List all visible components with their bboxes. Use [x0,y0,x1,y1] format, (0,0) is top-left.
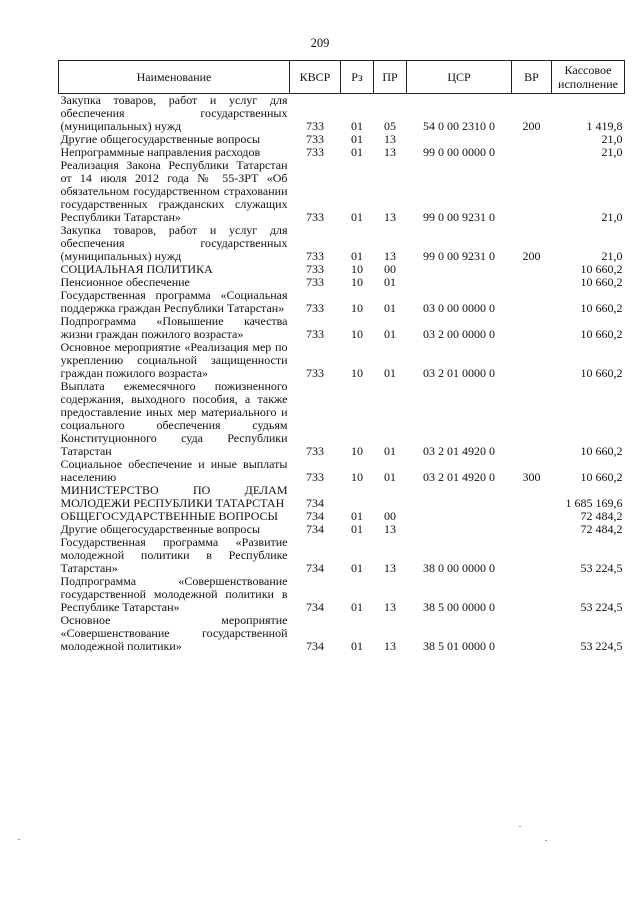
cell-name: Закупка товаров, работ и услуг для обеспечения государственных (муниципальных) нужд [60,223,288,263]
cell-csr: 99 0 00 0000 0 [423,145,495,159]
cell-name: Подпрограмма «Совершенствование государственной молодежной политики в Республике Татарстан» [60,574,288,614]
cell-vr [512,523,552,536]
table-header-row [59,61,625,94]
cell-sum: 10 660,2 [580,275,623,289]
cell-pr: 00 [384,262,396,276]
table-row [59,575,625,614]
cell-rz: 01 [351,210,363,224]
table-row [59,614,625,653]
cell-csr: 03 2 01 4920 0 [423,470,495,484]
cell-name: СОЦИАЛЬНАЯ ПОЛИТИКА [60,262,213,276]
cell-vr [512,289,552,315]
table-row [59,224,625,263]
cell-pr: 00 [384,509,396,523]
scan-speck [18,839,20,840]
header-sum: Кассовое исполнение [552,61,625,94]
cell-csr [407,263,512,276]
cell-sum: 1 685 169,6 [565,496,623,510]
page-number: 209 [310,36,330,50]
cell-csr: 03 2 01 0000 0 [423,366,495,380]
cell-name: Реализация Закона Республики Татарстан от 14 июля 2012 года № 55-ЗРТ «Об обязательном государственном страховании государственных гражданских служащих Республики Татарстан» [60,158,288,224]
cell-pr: 01 [384,275,396,289]
cell-csr [407,484,512,510]
cell-pr: 05 [384,119,396,133]
cell-rz: 01 [351,639,363,653]
cell-rz: 01 [351,119,363,133]
cell-csr: 38 5 01 0000 0 [423,639,495,653]
cell-name: Закупка товаров, работ и услуг для обеспечения государственных (муниципальных) нужд [60,93,288,133]
cell-pr: 01 [384,327,396,341]
table-row [59,536,625,575]
budget-table [58,60,625,653]
scan-speck [545,840,547,841]
cell-kvsr: 734 [306,600,324,614]
cell-sum: 10 660,2 [580,327,623,341]
cell-vr [512,263,552,276]
cell-sum: 1 419,8 [586,119,623,133]
cell-name: Другие общегосударственные вопросы [60,132,261,146]
cell-pr: 13 [384,145,396,159]
cell-sum: 21,0 [601,249,623,263]
cell-rz: 01 [351,600,363,614]
cell-pr: 13 [384,249,396,263]
cell-pr: 13 [384,561,396,575]
cell-vr [512,380,552,458]
cell-kvsr: 733 [306,249,324,263]
cell-csr: 03 0 00 0000 0 [423,301,495,315]
cell-vr: 200 [522,249,541,263]
cell-sum: 53 224,5 [580,600,623,614]
cell-rz [341,484,374,510]
cell-sum: 72 484,2 [580,509,623,523]
cell-vr [512,146,552,159]
table-row [59,289,625,315]
cell-csr [407,523,512,536]
cell-rz: 01 [351,561,363,575]
cell-kvsr: 733 [306,119,324,133]
cell-kvsr: 733 [306,301,324,315]
cell-csr: 38 0 00 0000 0 [423,561,495,575]
cell-pr: 13 [384,639,396,653]
cell-kvsr: 733 [306,275,324,289]
cell-vr [512,510,552,523]
cell-name: Пенсионное обеспечение [60,275,190,289]
cell-rz: 10 [351,444,363,458]
cell-name: Социальное обеспечение и иные выплаты населению [60,457,288,484]
cell-vr: 200 [522,119,541,133]
cell-pr: 01 [384,444,396,458]
cell-pr: 13 [384,600,396,614]
cell-vr [512,536,552,575]
table-row [59,380,625,458]
cell-csr: 03 2 00 0000 0 [423,327,495,341]
cell-name: Основное мероприятие «Реализация мер по укреплению социальной защищенности граждан пожилого возраста» [60,340,288,380]
cell-kvsr: 733 [306,470,324,484]
cell-name: Другие общегосударственные вопросы [60,522,261,536]
cell-name: Выплата ежемесячного пожизненного содержания, выходного пособия, а также предоставление иных мер материального и социального обеспечения судьям Конституционного суда Республики Татарстан [60,379,288,458]
cell-vr [512,159,552,224]
cell-vr [512,315,552,341]
cell-kvsr: 733 [306,366,324,380]
table-row [59,315,625,341]
cell-csr [407,510,512,523]
cell-vr: 300 [522,470,541,484]
cell-kvsr: 734 [306,522,324,536]
cell-rz: 10 [351,366,363,380]
cell-sum: 21,0 [601,145,623,159]
table-row [59,159,625,224]
cell-vr [512,484,552,510]
cell-sum: 21,0 [601,132,623,146]
cell-kvsr: 733 [306,444,324,458]
cell-rz: 10 [351,327,363,341]
cell-name: Государственная программа «Развитие молодежной политики в Республике Татарстан» [60,535,288,575]
cell-csr [407,276,512,289]
cell-csr: 38 5 00 0000 0 [423,600,495,614]
cell-sum: 21,0 [601,210,623,224]
cell-pr: 01 [384,470,396,484]
cell-rz: 01 [351,249,363,263]
cell-kvsr: 733 [306,262,324,276]
cell-csr: 99 0 00 9231 0 [423,249,495,263]
cell-rz: 01 [351,145,363,159]
cell-name: Подпрограмма «Повышение качества жизни граждан пожилого возраста» [60,314,288,341]
cell-csr: 54 0 00 2310 0 [423,119,495,133]
cell-kvsr: 733 [306,210,324,224]
table-row [59,341,625,380]
cell-sum: 53 224,5 [580,639,623,653]
cell-rz: 10 [351,262,363,276]
cell-vr [512,575,552,614]
cell-vr [512,614,552,653]
cell-rz: 10 [351,470,363,484]
scan-speck [519,826,521,827]
cell-pr [374,484,407,510]
cell-name: Непрограммные направления расходов [60,145,261,159]
cell-rz: 10 [351,275,363,289]
header-pr: ПР [374,61,407,94]
cell-name: Основное мероприятие «Совершенствование государственной молодежной политики» [60,613,288,653]
cell-sum: 53 224,5 [580,561,623,575]
cell-sum: 10 660,2 [580,366,623,380]
table-row [59,94,625,134]
cell-name: Государственная программа «Социальная поддержка граждан Республики Татарстан» [60,288,288,315]
cell-kvsr: 734 [306,639,324,653]
cell-rz: 01 [351,522,363,536]
header-rz: Рз [341,61,374,94]
cell-kvsr: 733 [306,145,324,159]
cell-pr: 01 [384,366,396,380]
cell-sum: 72 484,2 [580,522,623,536]
cell-kvsr: 733 [306,327,324,341]
cell-rz: 01 [351,132,363,146]
cell-rz: 01 [351,509,363,523]
cell-vr [512,276,552,289]
header-kvsr: КВСР [290,61,341,94]
cell-pr: 13 [384,522,396,536]
cell-rz: 10 [351,301,363,315]
cell-vr [512,133,552,146]
cell-pr: 01 [384,301,396,315]
cell-kvsr: 734 [306,509,324,523]
cell-kvsr: 734 [306,561,324,575]
table-row [59,484,625,510]
cell-sum: 10 660,2 [580,262,623,276]
cell-csr: 99 0 00 9231 0 [423,210,495,224]
cell-sum: 10 660,2 [580,301,623,315]
table-row [59,458,625,484]
cell-name: ОБЩЕГОСУДАРСТВЕННЫЕ ВОПРОСЫ [60,509,278,523]
cell-csr: 03 2 01 4920 0 [423,444,495,458]
cell-pr: 13 [384,210,396,224]
header-vr: ВР [512,61,552,94]
cell-sum: 10 660,2 [580,470,623,484]
cell-sum: 10 660,2 [580,444,623,458]
cell-name: МИНИСТЕРСТВО ПО ДЕЛАМ МОЛОДЕЖИ РЕСПУБЛИКИ ТАТАРСТАН [60,483,288,510]
cell-kvsr: 733 [306,132,324,146]
header-name: Наименование [59,61,290,94]
header-csr: ЦСР [407,61,512,94]
cell-pr: 13 [384,132,396,146]
cell-kvsr: 734 [306,496,324,510]
cell-vr [512,341,552,380]
